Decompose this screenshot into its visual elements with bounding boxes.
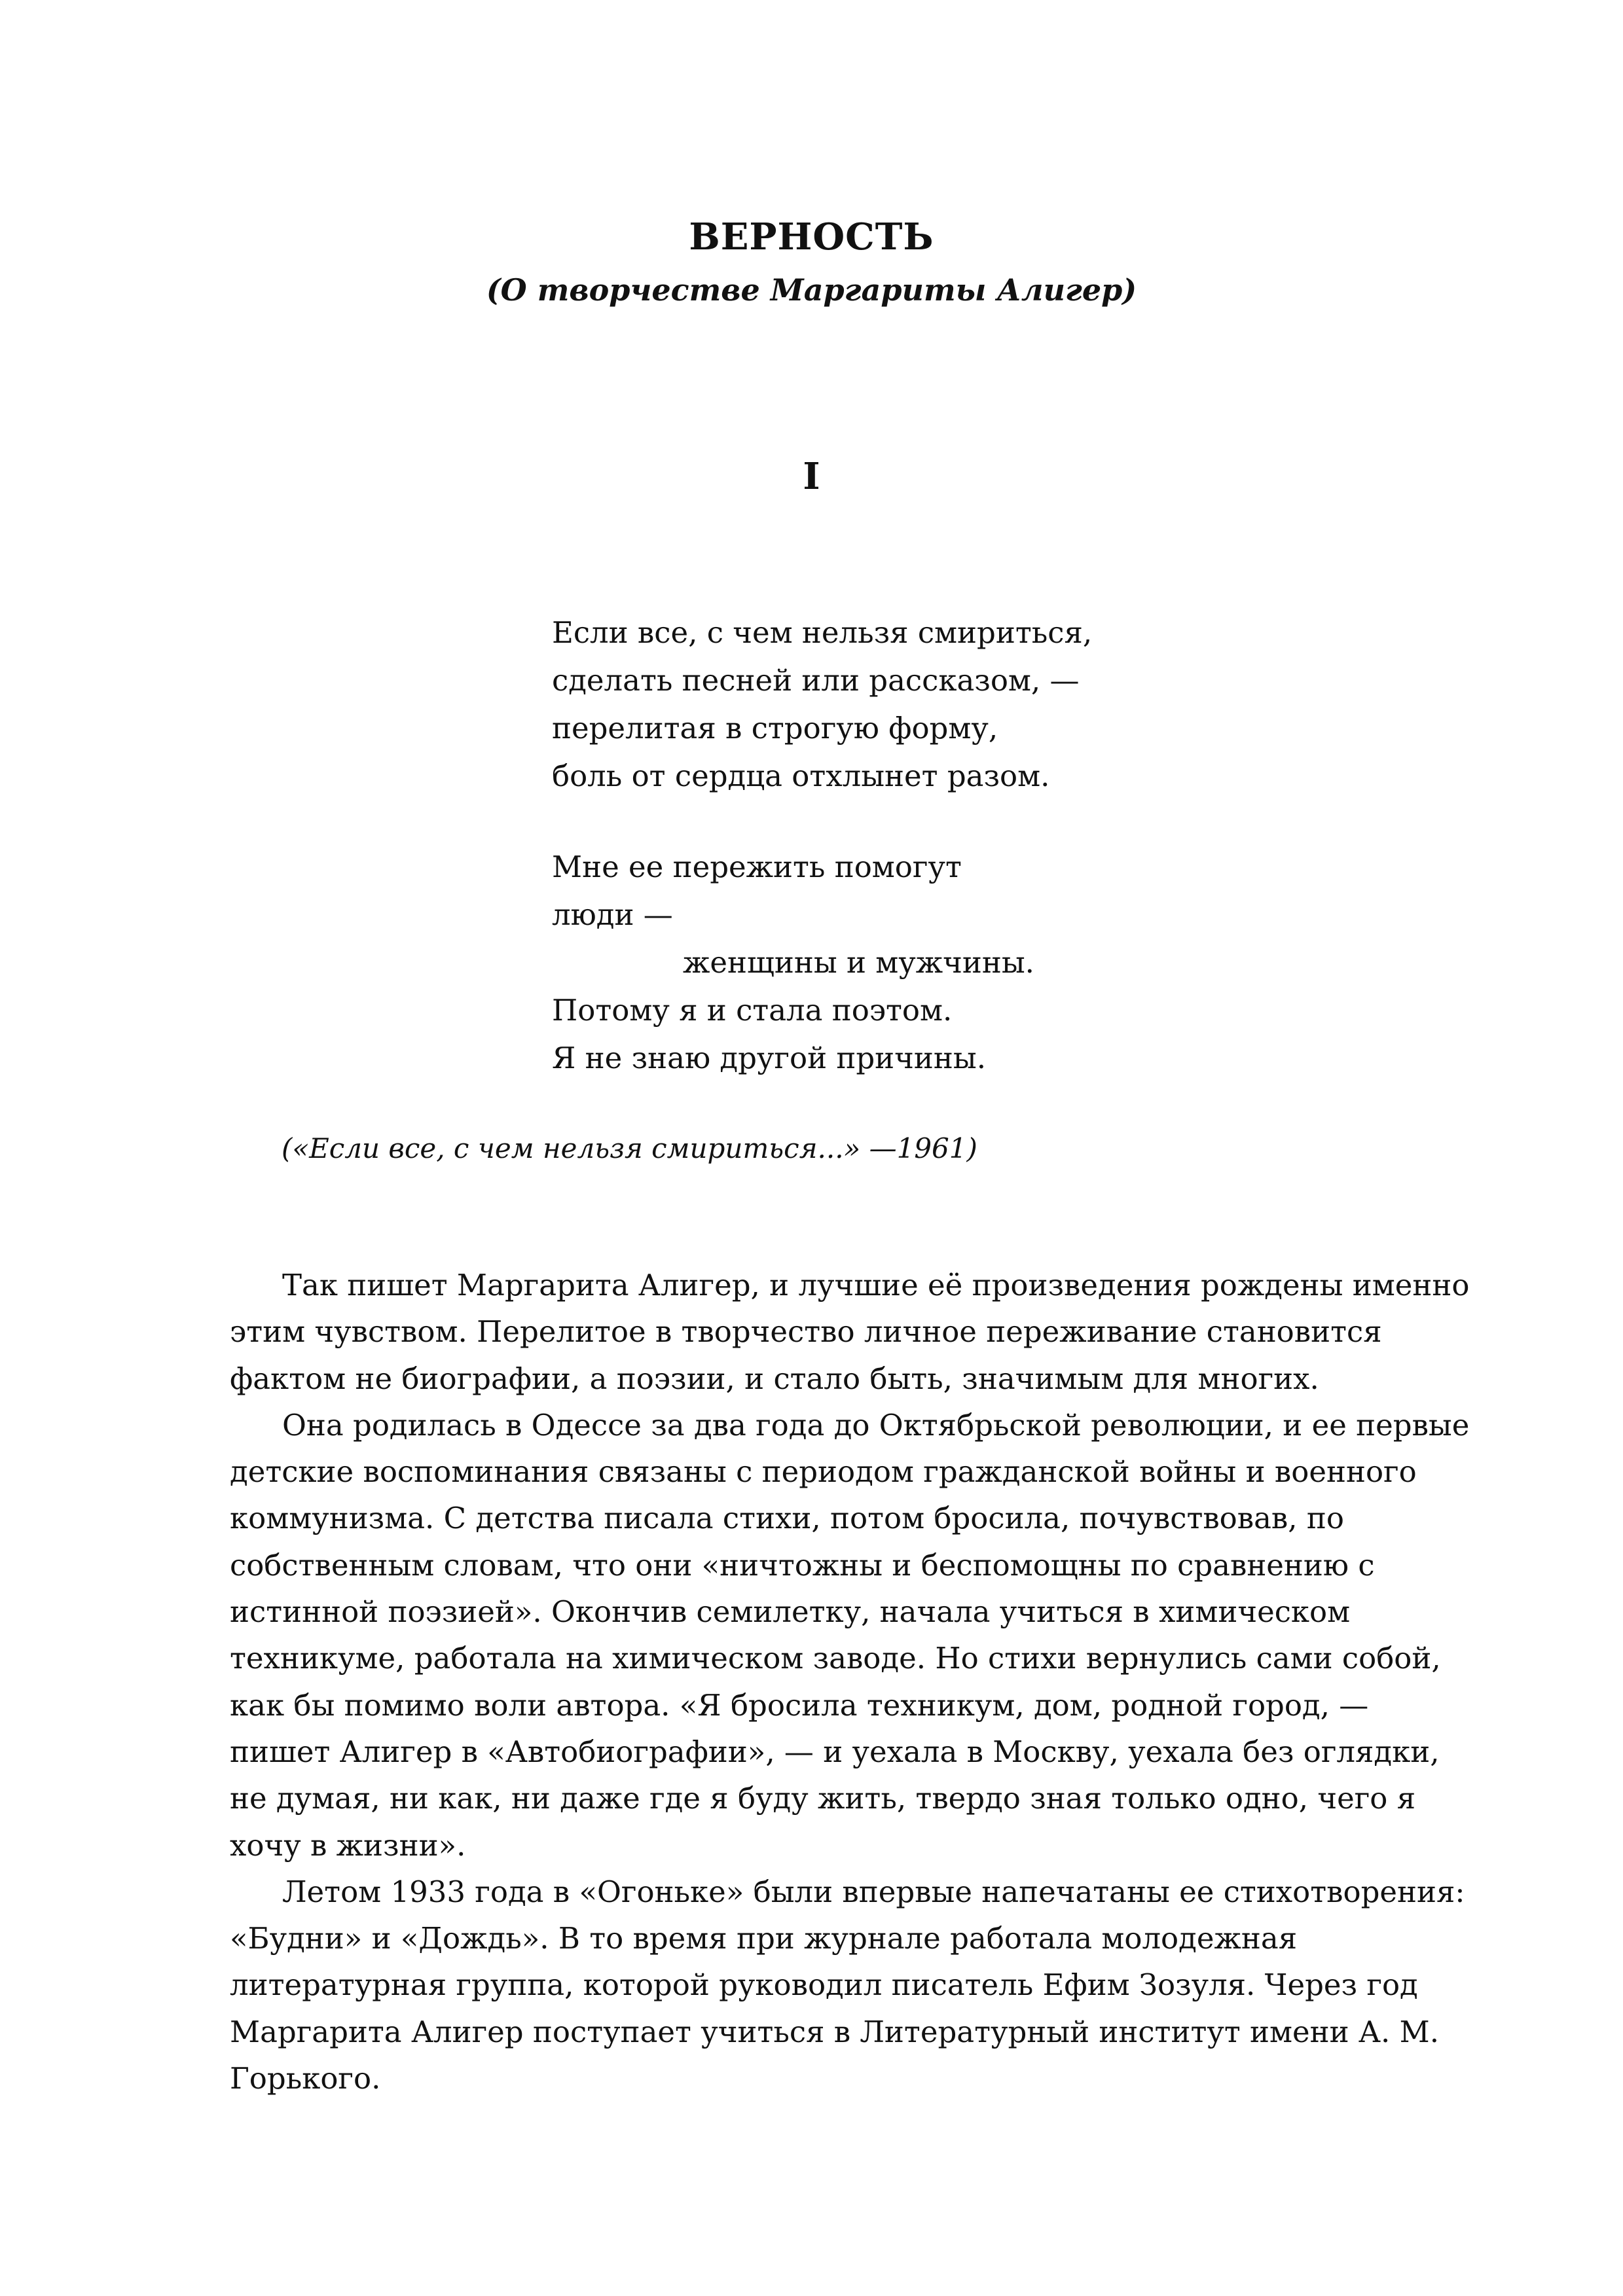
page-title: ВЕРНОСТЬ (689, 215, 934, 259)
text-line: коммунизма. С детства писала стихи, потом бросила, почувствовав, по (230, 1501, 1344, 1536)
text-line: Летом 1933 года в «Огоньке» были впервые напечатаны ее стихотворения: (282, 1874, 1465, 1909)
stanza-gap (552, 800, 1403, 843)
text-line: пишет Алигер в «Автобиографии», — и уехала в Москву, уехала без оглядки, (230, 1734, 1440, 1769)
text-line: Горького. (230, 2061, 381, 2096)
poem-line: боль от сердца отхлынет разом. (552, 759, 1050, 793)
text-line: литературная группа, которой руководил писатель Ефим Зозуля. Через год (230, 1967, 1418, 2003)
poem-stanza-1 (552, 609, 1403, 800)
poem-line: Потому я и стала поэтом. (552, 993, 953, 1028)
text-line: этим чувством. Перелитое в творчество личное переживание становится (230, 1314, 1382, 1350)
poem-line: люди — (552, 897, 673, 932)
text-line: Она родилась в Одессе за два года до Октябрьской революции, и ее первые (282, 1407, 1470, 1443)
poem-line: сделать песней или рассказом, — (552, 663, 1080, 698)
text-line: Маргарита Алигер поступает учиться в Литературный институт имени А. М. (230, 2014, 1439, 2049)
paragraph-3 (230, 1869, 1499, 2102)
poem-line: Я не знаю другой причины. (552, 1041, 987, 1075)
paragraph-2 (230, 1402, 1499, 1869)
poem-line: Если все, с чем нельзя смириться, (552, 615, 1093, 650)
text-line: детские воспоминания связаны с периодом гражданской войны и военного (230, 1454, 1417, 1490)
text-line: «Будни» и «Дождь». В то время при журнале работала молодежная (230, 1921, 1298, 1956)
poem-stanza-2 (552, 843, 1403, 1082)
text-line: истинной поэзией». Окончив семилетку, начала учиться в химическом (230, 1594, 1351, 1630)
poem-line-indented: женщины и мужчины. (683, 945, 1034, 980)
poem-source: («Если все, с чем нельзя смириться...» —1961) (282, 1132, 977, 1164)
text-line: фактом не биографии, а поэзии, и стало быть, значимым для многих. (230, 1361, 1319, 1396)
poem-line: перелитая в строгую форму, (552, 711, 998, 745)
text-line: хочу в жизни». (230, 1827, 466, 1863)
section-number: I (803, 455, 820, 498)
text-line: Так пишет Маргарита Алигер, и лучшие её произведения рождены именно (282, 1268, 1470, 1302)
text-line: не думая, ни как, ни даже где я буду жить, твердо зная только одно, чего я (230, 1781, 1416, 1816)
text-line: техникуме, работала на химическом заводе. Но стихи вернулись сами собой, (230, 1641, 1441, 1676)
text-line: собственным словам, что они «ничтожны и беспомощны по сравнению с (230, 1547, 1375, 1583)
page-subtitle: (О творчестве Маргариты Алигер) (486, 272, 1137, 308)
poem-line: Мне ее пережить помогут (552, 850, 962, 884)
poem-epigraph (552, 609, 1403, 1082)
text-line: как бы помимо воли автора. «Я бросила техникум, дом, родной город, — (230, 1687, 1369, 1723)
body-text (230, 1262, 1499, 2102)
paragraph-1 (230, 1262, 1499, 1402)
